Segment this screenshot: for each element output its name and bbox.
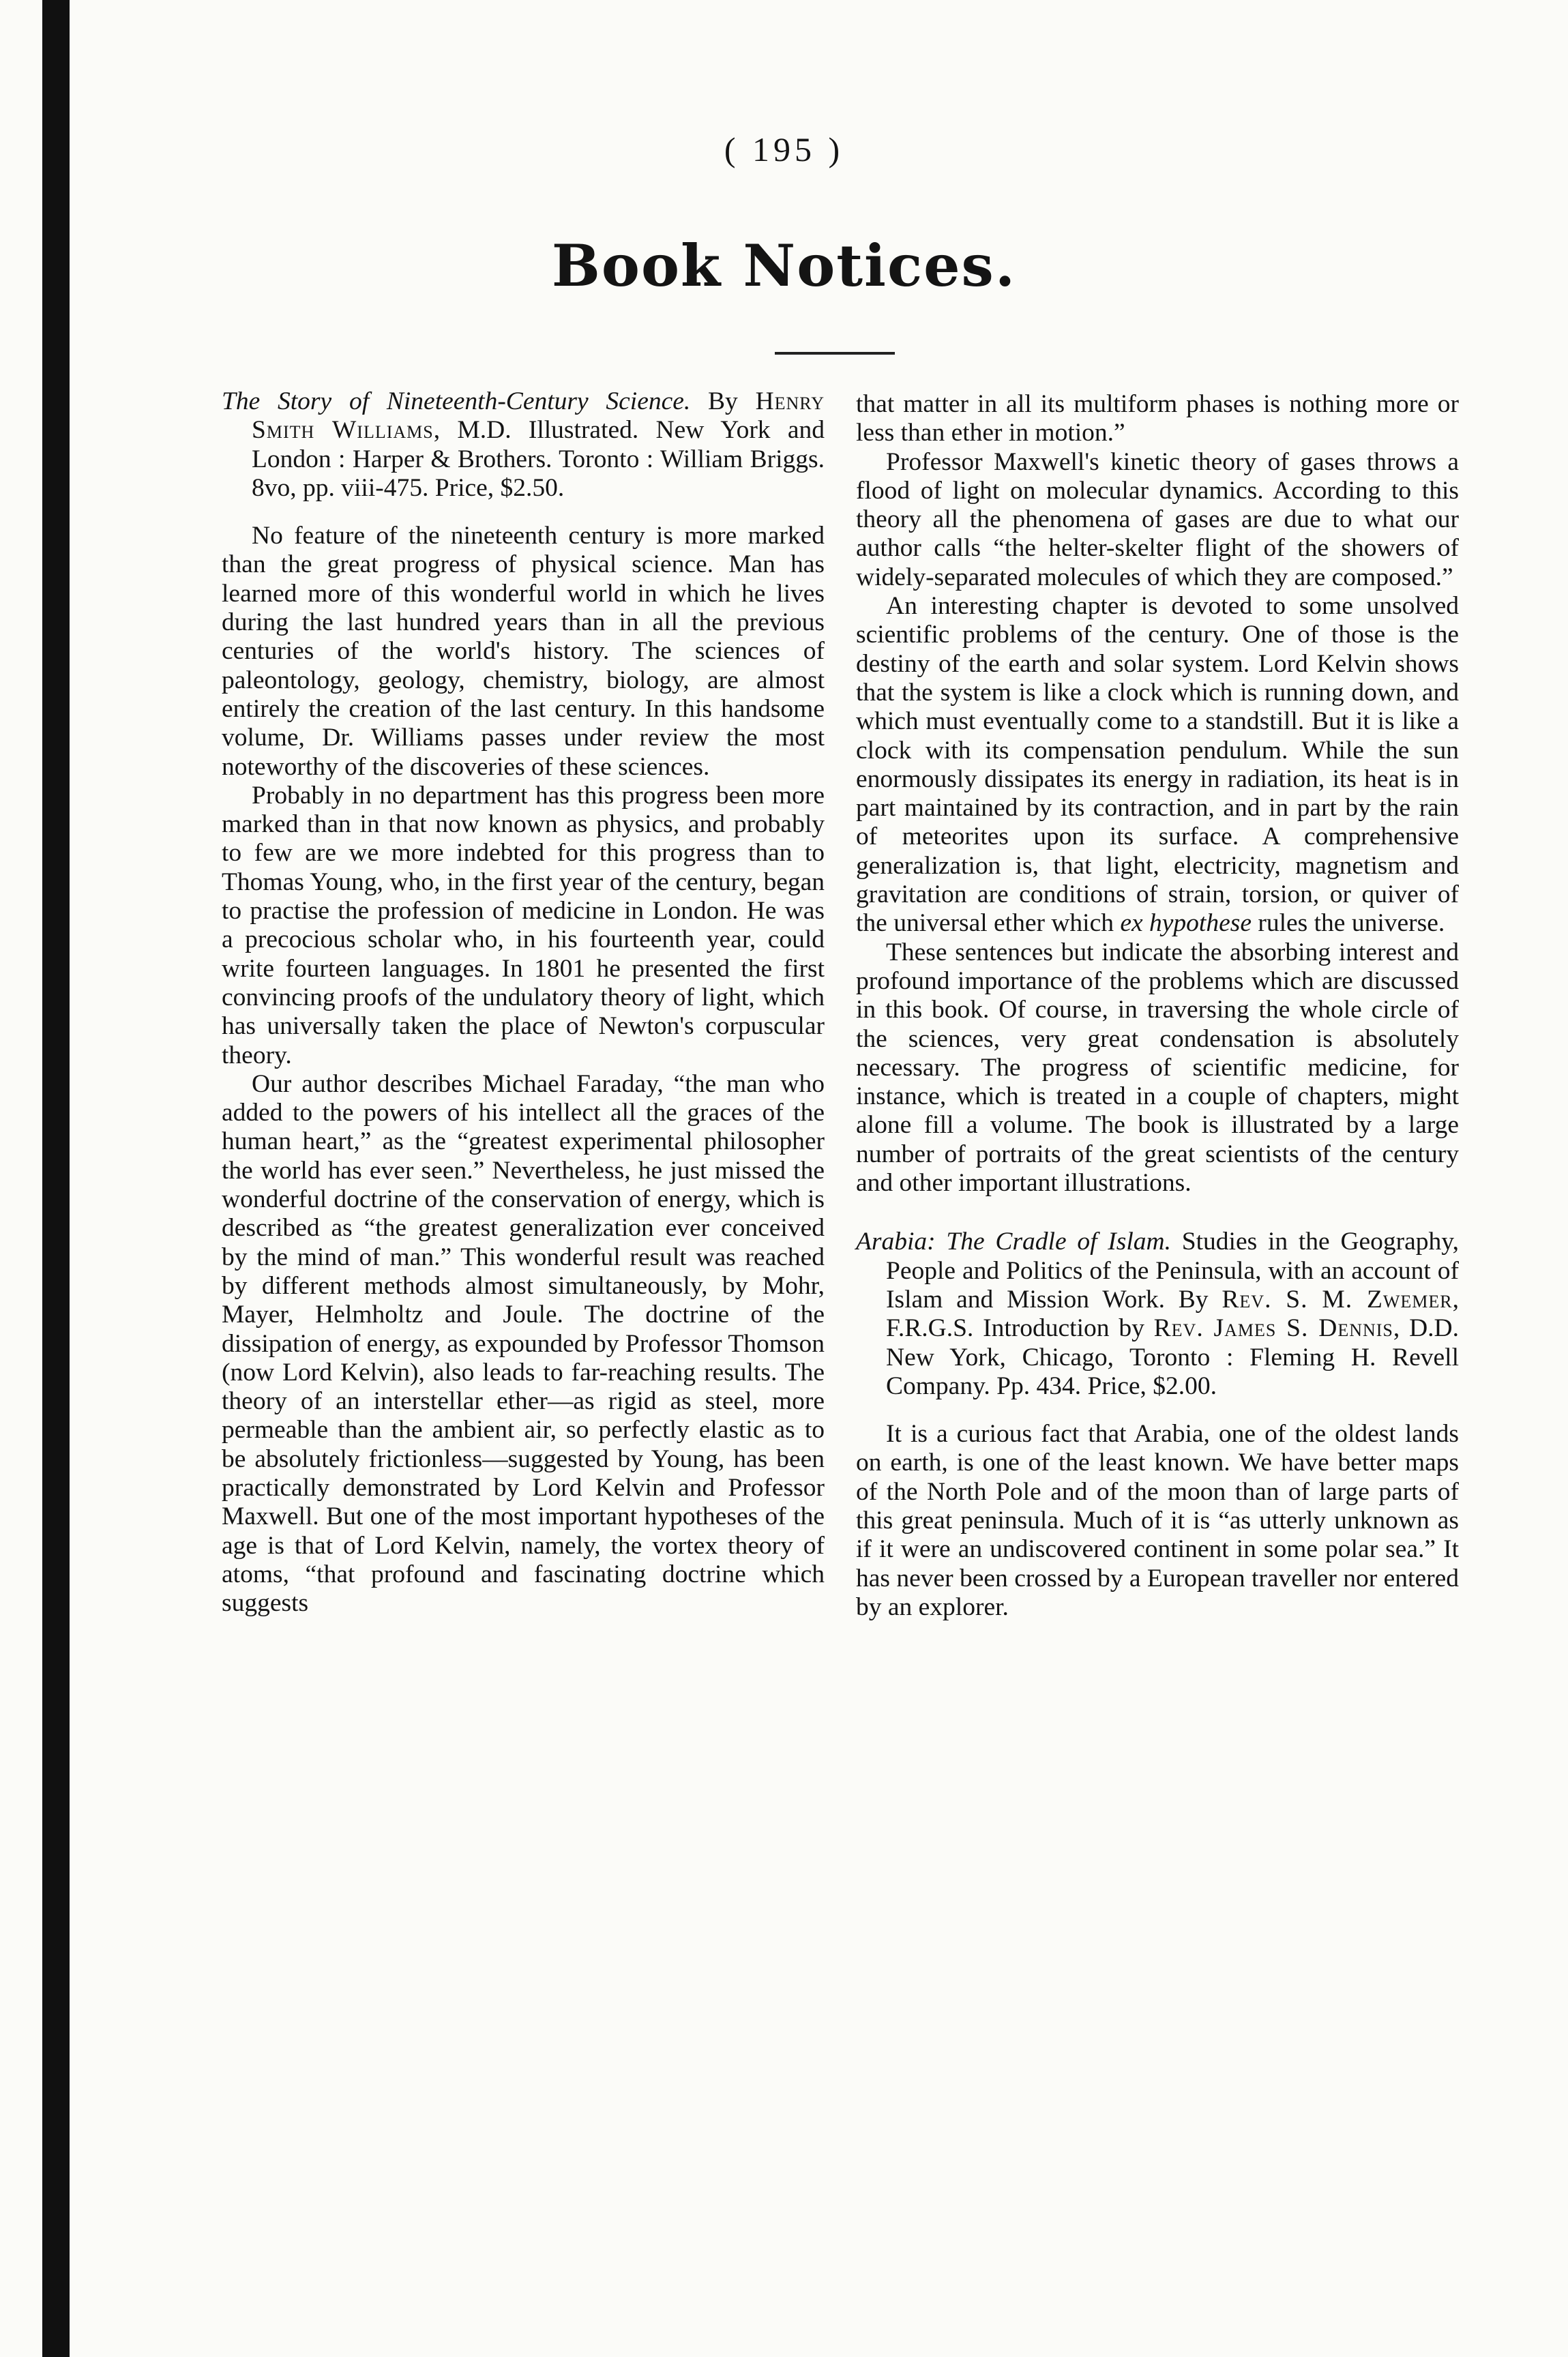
page-number: ( 195 )	[724, 130, 844, 168]
review1-paragraph-4: Professor Maxwell's kinetic theory of gases throws a flood of light on molecular dynamics. According to this theory all the phenomena of gases are due to what our author calls “the helter-skelter flight of the showers of widely-separated molecules of which they are composed.”	[856, 447, 1459, 591]
review1-italic-phrase: ex hypothese	[1120, 909, 1252, 938]
review1-heading	[222, 387, 825, 503]
review1-details: , M.D. Illustrated. New York and London : Harper & Brothers. Toronto : William Briggs. 8vo, pp. viii-475. Price, $2.50.	[252, 416, 825, 502]
title-divider	[775, 352, 895, 355]
review2-details-2: , F.R.G.S. Introduction by	[886, 1285, 1459, 1343]
right-column	[856, 390, 1459, 1622]
binding-edge	[42, 0, 70, 2357]
review1-paragraph-2: Probably in no department has this progress been more marked than in that now known as physics, and probably to few are we more indebted for this progress than to Thomas Young, who, in the first year of the century, began to practise the profession of medicine in London. He was a precocious scholar who, in his fourteenth year, could write fourteen languages. In 1801 he presented the first convincing proofs of the undulatory theory of light, which has universally taken the place of Newton's corpuscular theory.	[222, 781, 825, 1069]
review2-intro-author: Rev. James S. Dennis	[1153, 1314, 1393, 1343]
review2-details-3: , D.D. New York, Chicago, Toronto : Fleming H. Revell Company. Pp. 434. Price, $2.00.	[886, 1314, 1459, 1400]
review2-author: Rev. S. M. Zwemer	[1222, 1285, 1453, 1314]
review1-paragraph-3-continued: that matter in all its multiform phases is nothing more or less than ether in motion.”	[856, 390, 1459, 447]
review1-paragraph-5	[856, 592, 1459, 938]
review1-paragraph-1: No feature of the nineteenth century is more marked than the great progress of physical science. Man has learned more of this wonderful world in which he lives during the last hundred years than in all the previous centuries of the world's history. The sciences of paleontology, geology, chemistry, biology, are almost entirely the creation of the last century. In this handsome volume, Dr. Williams passes under review the most noteworthy of the discoveries of these sciences.	[222, 522, 825, 781]
review1-author: Henry Smith Williams	[252, 387, 825, 445]
left-column	[222, 387, 825, 1618]
review1-by: By	[708, 387, 738, 415]
review2-title: Arabia: The Cradle of Islam.	[856, 1228, 1171, 1256]
review2-details-1: Studies in the Geography, People and Politics of the Peninsula, with an account of Islam and Mission Work. By	[886, 1228, 1459, 1314]
review1-paragraph-5-text: An interesting chapter is devoted to some unsolved scientific problems of the century. One of those is the destiny of the earth and solar system. Lord Kelvin shows that the system is like a clock which is running down, and which must eventually come to a standstill. But it is like a clock with its compensation pendulum. While the sun enormously dissipates its energy in radiation, its heat is in part maintained by its contraction, and in part by the rain of meteorites upon its surface. A comprehensive generalization is, that light, electricity, magnetism and gravitation are conditions of strain, torsion, or quiver of the universal ether which	[856, 592, 1459, 938]
review1-title: The Story of Nineteenth-Century Science.	[222, 387, 691, 415]
review1-paragraph-5-end: rules the universe.	[1251, 909, 1445, 938]
section-title: Book Notices.	[551, 232, 1017, 299]
review2-paragraph: It is a curious fact that Arabia, one of the oldest lands on earth, is one of the least known. We have better maps of the North Pole and of the moon than of large parts of this great peninsula. Much of it is “as utterly unknown as if it were an undiscovered continent in some polar sea.” It has never been crossed by a European traveller nor entered by an explorer.	[856, 1420, 1459, 1621]
review1-paragraph-3: Our author describes Michael Faraday, “the man who added to the powers of his intellect all the graces of the human heart,” as the “greatest experimental philosopher the world has ever seen.” Nevertheless, he just missed the wonderful doctrine of the conservation of energy, which is described as “the greatest generalization ever conceived by the mind of man.” This wonderful result was reached by different methods almost simultaneously, by Mohr, Mayer, Helmholtz and Joule. The doctrine of the dissipation of energy, as expounded by Professor Thomson (now Lord Kelvin), also leads to far-reaching results. The theory of an interstellar ether—as rigid as steel, more permeable than the ambient air, so perfectly elastic as to be absolutely frictionless—suggested by Young, has been practically demonstrated by Lord Kelvin and Professor Maxwell. But one of the most important hypotheses of the age is that of Lord Kelvin, namely, the vortex theory of atoms, “that profound and fascinating doctrine which suggests	[222, 1069, 825, 1618]
review1-paragraph-6: These sentences but indicate the absorbing interest and profound importance of the problems which are discussed in this book. Of course, in traversing the whole circle of the sciences, very great condensation is absolutely necessary. The progress of scientific medicine, for instance, which is treated in a couple of chapters, might alone fill a volume. The book is illustrated by a large number of portraits of the great scientists of the century and other important illustrations.	[856, 938, 1459, 1198]
review2-heading	[856, 1228, 1459, 1401]
